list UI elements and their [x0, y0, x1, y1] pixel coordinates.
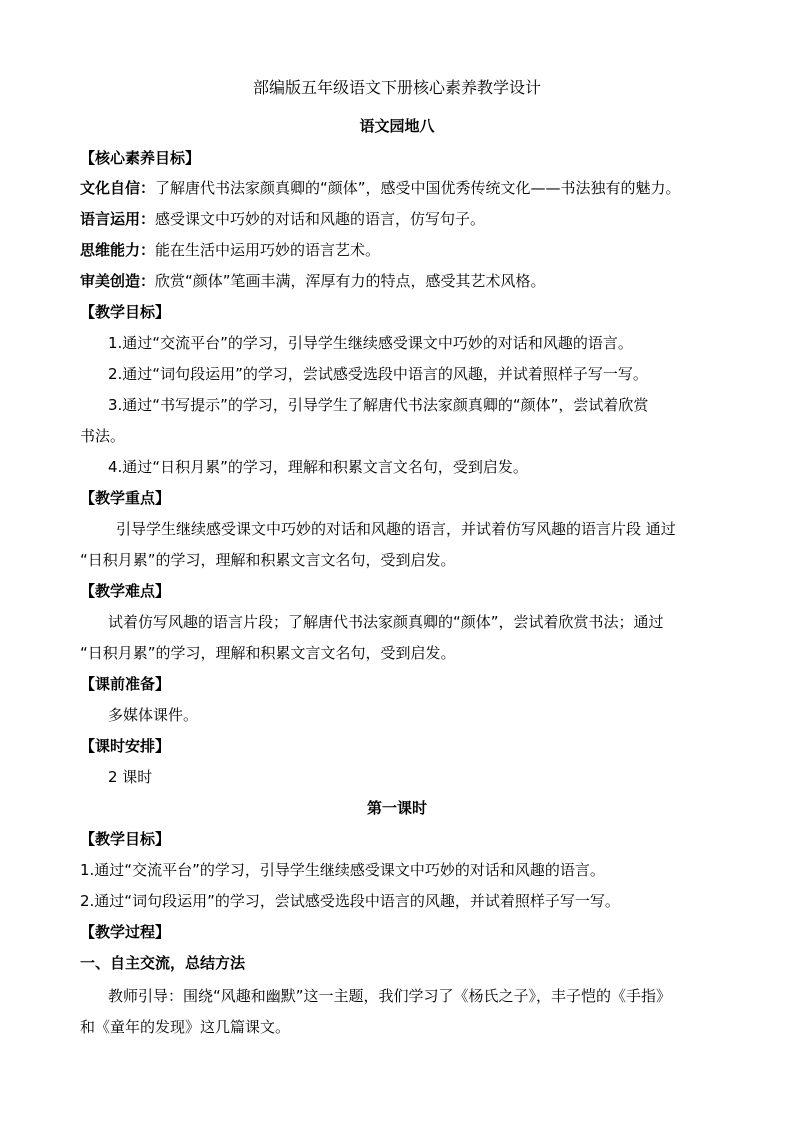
teaching-goal-line: 2.通过“词句段运用”的学习，尝试感受选段中语言的风趣，并试着照样子写一写。 [108, 365, 648, 383]
core-goal-text: 感受课文中巧妙的对话和风趣的语言，仿写句子。 [155, 210, 486, 228]
core-goal-label: 思维能力： [80, 241, 156, 259]
key-points-line: 引导学生继续感受课文中巧妙的对话和风趣的语言，并试着仿写风趣的语言片段 通过 [116, 520, 676, 538]
document-title: 部编版五年级语文下册核心素养教学设计 [252, 78, 541, 97]
teaching-goal-line: 1.通过“交流平台”的学习，引导学生继续感受课文中巧妙的对话和风趣的语言。 [108, 334, 633, 352]
section-heading-difficulties: 【教学难点】 [80, 582, 171, 600]
section-heading-lesson-goals: 【教学目标】 [80, 830, 171, 848]
teaching-goal-line: 书法。 [80, 427, 126, 445]
core-goal-text: 能在生活中运用巧妙的语言艺术。 [155, 241, 381, 259]
core-goal-item [80, 271, 546, 291]
core-goal-text: 了解唐代书法家颜真卿的“颜体”，感受中国优秀传统文化——书法独有的魅力。 [155, 179, 681, 197]
core-goal-item [80, 240, 380, 260]
core-goal-label: 文化自信： [80, 179, 156, 197]
core-goal-item [80, 209, 485, 229]
process-line: 和《童年的发现》这几篇课文。 [80, 1018, 291, 1036]
process-line: 教师引导：围绕“风趣和幽默”这一主题，我们学习了《杨氏之子》，丰子恺的《手指》 [108, 987, 672, 1005]
teaching-goal-line: 4.通过“日积月累”的学习，理解和积累文言文名句，受到启发。 [108, 458, 528, 476]
lesson-goal-line: 2.通过“词句段运用”的学习，尝试感受选段中语言的风趣，并试着照样子写一写。 [80, 892, 620, 910]
core-goal-label: 语言运用： [80, 210, 156, 228]
section-heading-schedule: 【课时安排】 [80, 737, 171, 755]
difficulties-line: 试着仿写风趣的语言片段；了解唐代书法家颜真卿的“颜体”，尝试着欣赏书法；通过 [108, 613, 664, 631]
lesson-title: 第一课时 [366, 799, 427, 817]
core-goal-label: 审美创造： [80, 272, 156, 290]
section-heading-key-points: 【教学重点】 [80, 489, 171, 507]
section-heading-process: 【教学过程】 [80, 923, 171, 941]
key-points-line: “日积月累”的学习，理解和积累文言文名句，受到启发。 [80, 551, 456, 569]
preparation-text: 多媒体课件。 [108, 706, 199, 724]
section-heading-teaching-goals: 【教学目标】 [80, 303, 171, 321]
document-subtitle: 语文园地八 [359, 117, 435, 135]
section-heading-core-goals: 【核心素养目标】 [80, 149, 201, 167]
process-section-title: 一、自主交流，总结方法 [80, 954, 246, 972]
section-heading-preparation: 【课前准备】 [80, 675, 171, 693]
core-goal-text: 欣赏“颜体”笔画丰满，浑厚有力的特点，感受其艺术风格。 [155, 272, 546, 290]
lesson-goal-line: 1.通过“交流平台”的学习，引导学生继续感受课文中巧妙的对话和风趣的语言。 [80, 861, 605, 879]
core-goal-item [80, 178, 681, 198]
difficulties-line: “日积月累”的学习，理解和积累文言文名句，受到启发。 [80, 644, 456, 662]
teaching-goal-line: 3.通过“书写提示”的学习，引导学生了解唐代书法家颜真卿的“颜体”，尝试着欣赏 [108, 396, 649, 414]
schedule-text: 2 课时 [108, 768, 153, 786]
